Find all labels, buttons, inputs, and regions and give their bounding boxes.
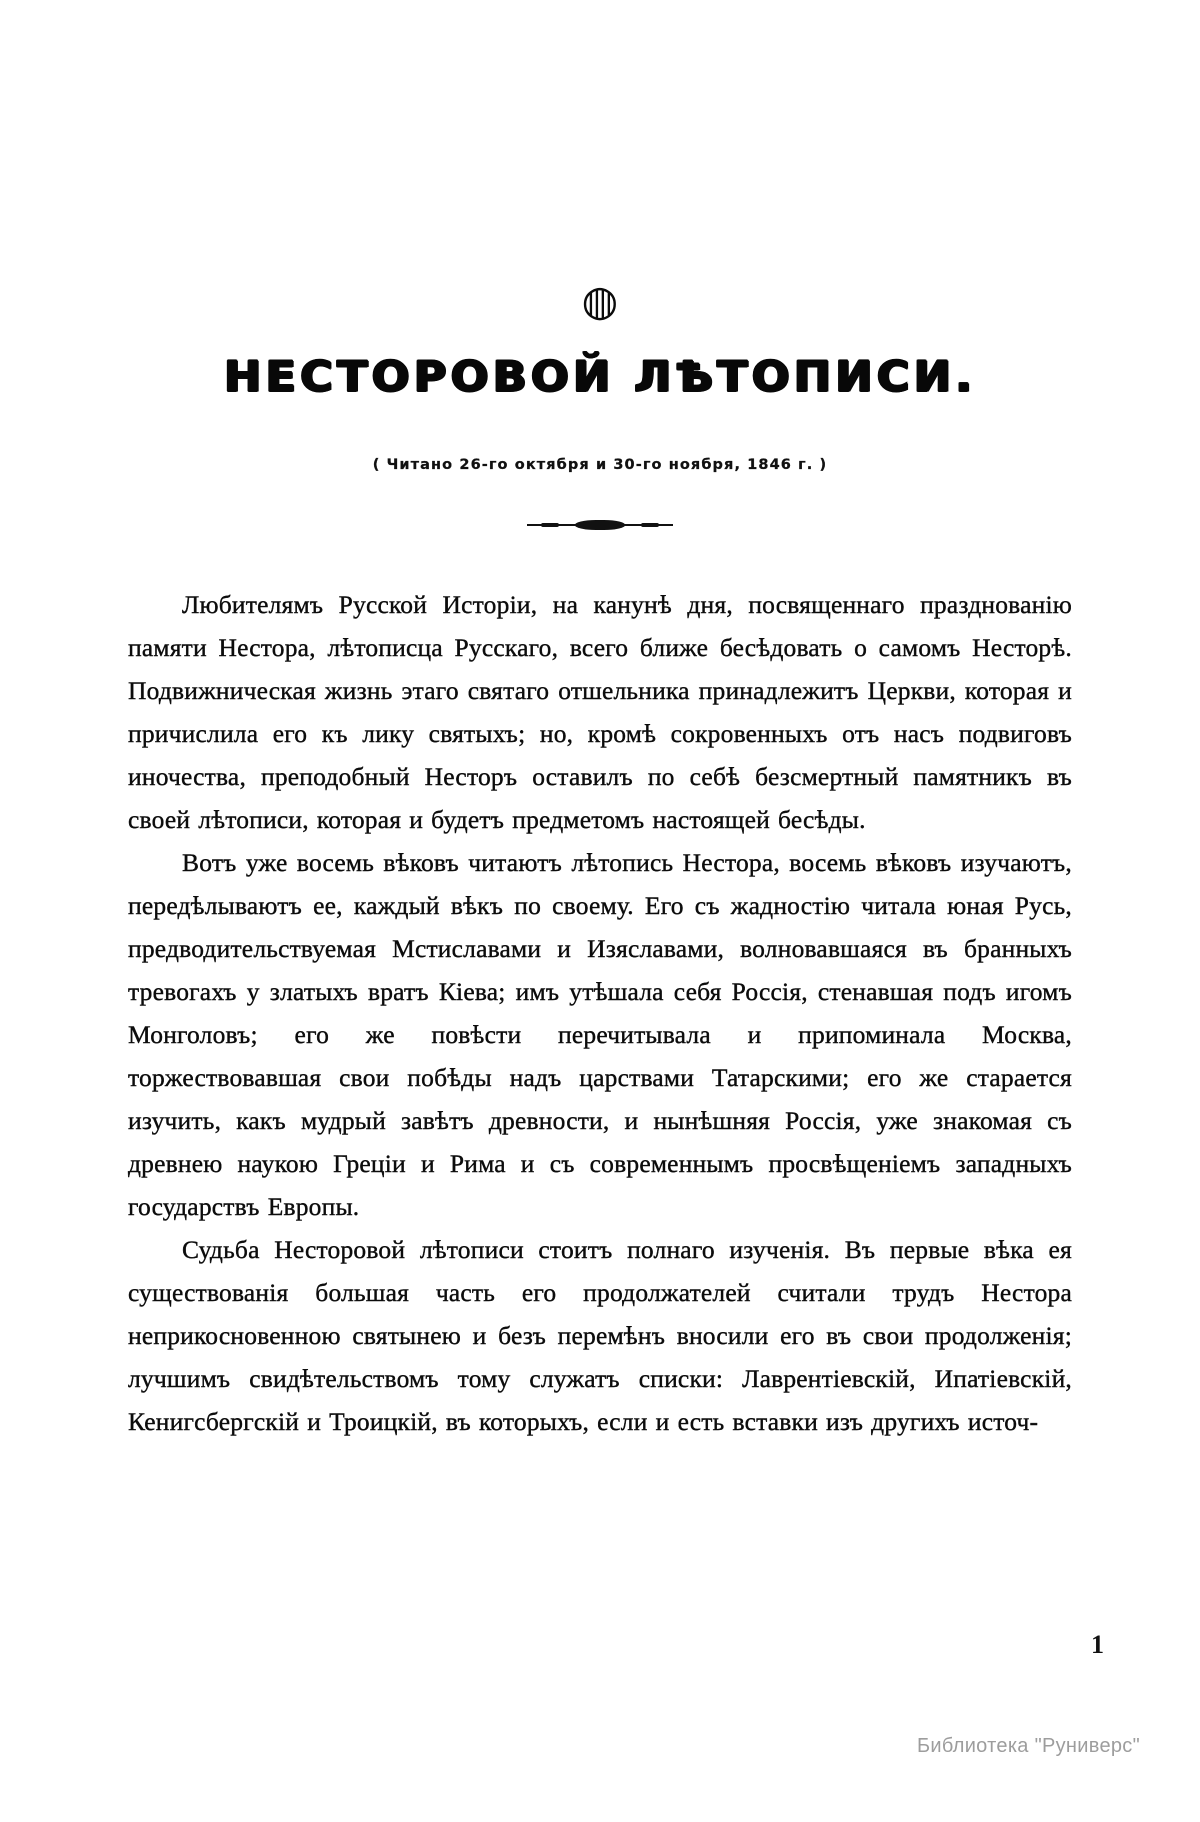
reading-date-note: ( Читано 26-го октября и 30-го ноября, 1846 г. )	[372, 457, 828, 473]
page-content-area	[128, 0, 1072, 1822]
body-text	[128, 583, 1072, 1443]
section-divider-ornament	[527, 519, 673, 531]
divider-tip-left	[541, 523, 559, 527]
paragraph: Любителямъ Русской Исторіи, на канунѣ дня, посвященнаго празднованію памяти Нестора, лѣтописца Русскаго, всего ближе бесѣдовать о самомъ Несторѣ. Подвижническая жизнь этаго святаго отшельника принадлежитъ Церкви, которая и причислила его къ лику святыхъ; но, кромѣ сокровенныхъ отъ насъ подвиговъ иночества, преподобный Несторъ оставилъ по себѣ безсмертный памятникъ въ своей лѣтописи, которая и будетъ предметомъ настоящей бесѣды.	[128, 590, 1072, 834]
paragraph: Судьба Несторовой лѣтописи стоитъ полнаго изученія. Въ первые вѣка ея существованія большая часть его продолжателей считали трудъ Нестора неприкосновенною святынею и безъ перемѣнъ вносили его въ свои продолженія; лучшимъ свидѣтельствомъ тому служатъ списки: Лаврентіевскій, Ипатіевскій, Кенигсбергскій и Троицкій, въ которыхъ, если и есть вставки изъ другихъ источ-	[128, 1235, 1072, 1436]
paragraph: Вотъ уже восемь вѣковъ читаютъ лѣтопись Нестора, восемь вѣковъ изучаютъ, передѣлываютъ ее, каждый вѣкъ по своему. Его съ жадностію читала юная Русь, предводительствуемая Мстиславами и Изяславами, волновавшаяся въ бранныхъ тревогахъ у златыхъ вратъ Кіева; имъ утѣшала себя Россія, стенавшая подъ игомъ Монголовъ; его же повѣсти перечитывала и припоминала Москва, торжествовавшая свои побѣды надъ царствами Татарскими; его же старается изучить, какъ мудрый завѣтъ древности, и нынѣшняя Россія, уже знакомая съ древнею наукою Греціи и Рима и съ современнымъ просвѣщеніемъ западныхъ государствъ Европы.	[128, 848, 1072, 1221]
divider-lozenge	[575, 520, 626, 530]
library-credit: Библиотека "Руниверс"	[916, 1735, 1140, 1757]
page-title: НЕСТОРОВОЙ ЛѢТОПИСИ.	[223, 352, 977, 401]
decorative-ornament-icon: ◍	[581, 276, 619, 325]
divider-tip-right	[641, 523, 659, 527]
page-number: 1	[1091, 1630, 1104, 1659]
